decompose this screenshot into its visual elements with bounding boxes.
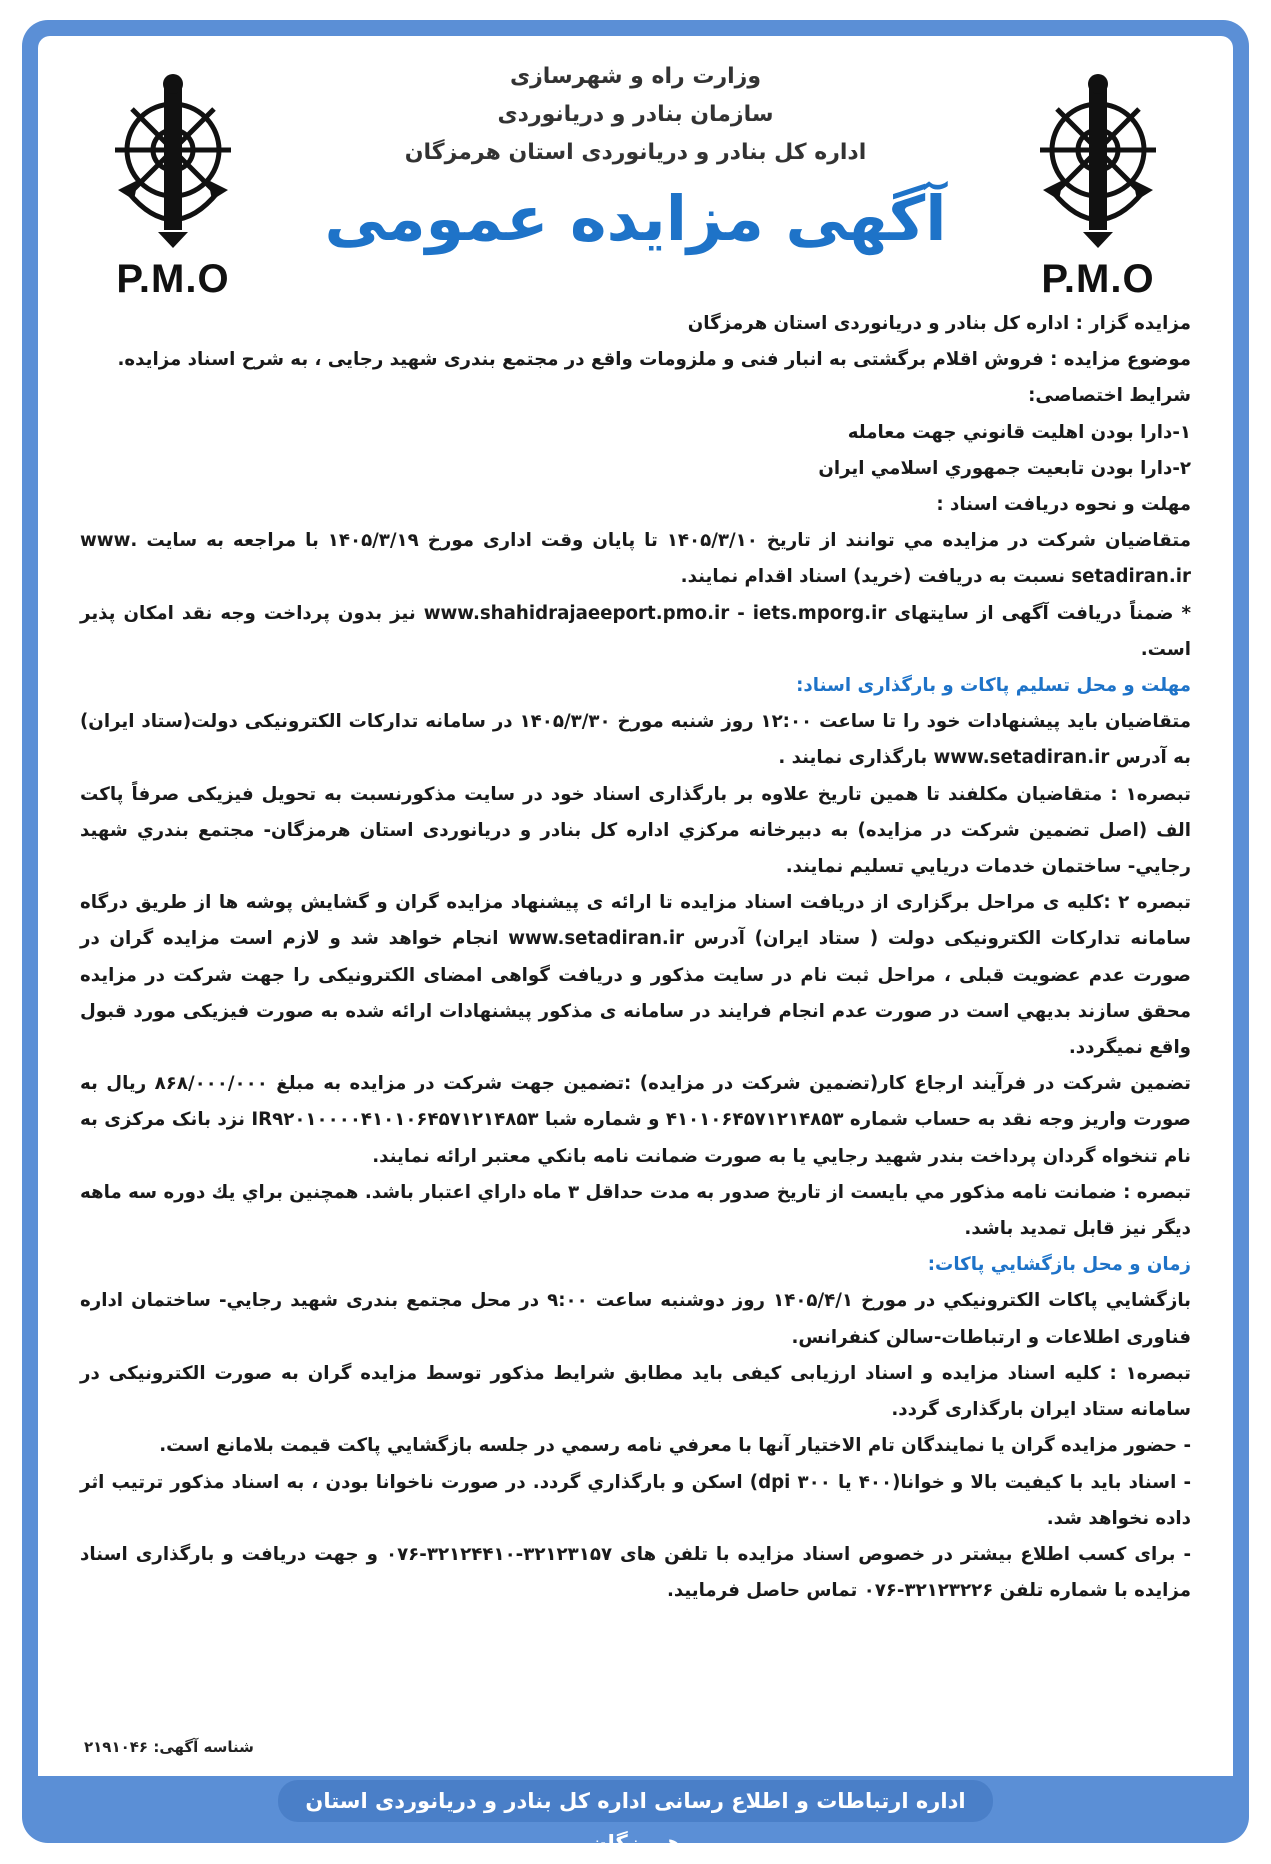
notice-body [80,306,1191,1609]
org-department: اداره کل بنادر و دریانوردی استان هرمزگان [404,140,867,165]
guarantee-note: تبصره : ضمانت نامه مذکور مي بایست از تاریخ صدور به مدت حداقل ۳ ماه داراي اعتبار باشد. همچنين براي يك دوره سه ماهه ديگر نيز قابل تمدید باشد. [80,1181,1192,1240]
bullet-1: - حضور مزایده گران یا نمایندگان تام الاختیار آنها با معرفي نامه رسمي در جلسه بازگشايي پاكت قيمت بلامانع است. [159,1435,1191,1457]
notice-title: آگهی مزایده عمومی [324,182,947,255]
docs-text-1: متقاضیان شرکت در مزایده مي توانند از تاریخ ۱۴۰۵/۳/۱۰ تا پایان وقت اداری مورخ ۱۴۰۵/۳/۱۹ با مراجعه به سایت .www setadiran.ir نسبت به دریافت (خرید) اسناد اقدام نمایند. [80,530,1191,588]
opening-note-1: تبصره۱ : کلیه اسناد مزایده و اسناد ارزیابی کیفی باید مطابق شرایط مذکور توسط مزایده گران به صورت الکترونیکی در سامانه ستاد ایران بارگذاری گردد. [80,1362,1191,1421]
note-1: تبصره۱ : متقاضیان مکلفند تا همین تاریخ علاوه بر بارگذاری اسناد خود در سایت مذکورنسبت به تحویل فیزیکی صرفاً پاکت الف (اصل تضمین شرکت در مزایده) به دبیرخانه مرکزي اداره کل بنادر و دریانوردی استان هرمزگان- مجتمع بندري شهيد رجايي- ساختمان خدمات دريايي تسليم نمايند. [80,783,1191,878]
auctioneer-line: مزایده گزار : اداره کل بنادر و دریانوردی استان هرمزگان [687,313,1191,334]
pmo-logo-text: P.M.O [1041,257,1155,301]
pmo-logo-text: P.M.O [116,257,230,301]
bullet-3: - برای کسب اطلاع بیشتر در خصوص اسناد مزایده با تلفن های ۳۲۱۲۳۱۵۷-۳۲۱۲۴۴۱۰-۰۷۶ و جهت دریافت و بارگذاری اسناد مزایده با شماره تلفن ۳۲۱۲۳۲۲۶-۰۷۶ تماس حاصل فرمایید. [80,1543,1192,1602]
anchor-ship-wheel-icon [1023,72,1173,252]
submit-heading: مهلت و محل تسلیم پاکات و بارگذاری اسناد: [796,675,1191,697]
footer-text: اداره ارتباطات و اطلاع رسانی اداره کل بنادر و دریانوردی استان هرمزگان [278,1780,993,1822]
anchor-ship-wheel-icon [98,72,248,252]
organization-header [298,58,973,172]
bullet-2: - اسناد باید با کیفیت بالا و خوانا(۴۰۰ یا ۳۰۰ dpi) اسکن و بارگذاري گردد. در صورت ناخوانا بودن ، به اسناد مذکور ترتیب اثر داده نخواهد شد. [80,1471,1191,1529]
condition-1: ۱-دارا بودن اهلیت قانوني جهت معامله [847,421,1191,443]
pmo-logo-left [98,72,248,302]
guarantee-text: تضمین شرکت در فرآیند ارجاع کار(تضمین شرکت در مزایده) :تضمین جهت شرکت در مزایده به مبلغ ۸۶۸/۰۰۰/۰۰۰ ریال به صورت واریز وجه نقد به حساب شماره ۴۱۰۱۰۶۴۵۷۱۲۱۴۸۵۳ و شماره شبا IR۹۲۰۱۰۰۰۰۴۱۰۱۰۶۴۵۷۱۲۱۴۸۵۳ نزد بانک مرکزی به نام تنخواه گردان پرداخت بندر شهید رجایي يا به صورت ضمانت نامه بانكي معتبر ارائه نمایند. [80,1073,1192,1167]
opening-text: بازگشايي پاكات الكترونيكي در مورخ ۱۴۰۵/۴/۱ روز دوشنبه ساعت ۹:۰۰ در محل مجتمع بندری شهيد رجايي- ساختمان اداره فناوری اطلاعات و ارتباطات-سالن کنفرانس. [80,1290,1191,1348]
subject-line: موضوع مزایده : فروش اقلام برگشتی به انبار فنی و ملزومات واقع در مجتمع بندری شهید رجایی ، به شرح اسناد مزایده. [117,349,1191,371]
condition-2: ۲-دارا بودن تابعيت جمهوري اسلامي ايران [818,457,1191,479]
org-organization: سازمان بنادر و دریانوردی [497,102,774,127]
notice-paper [38,36,1233,1855]
opening-heading: زمان و محل بازگشايي پاكات: [927,1254,1191,1276]
submit-text: متقاضیان باید پیشنهادات خود را تا ساعت ۱۲:۰۰ روز شنبه مورخ ۱۴۰۵/۳/۳۰ در سامانه تدارکات الکترونیکی دولت(ستاد ایران) به آدرس www.setadiran.ir بارگذاری نمایند . [80,711,1191,769]
org-ministry: وزارت راه و شهرسازی [509,64,762,89]
notice-id: شناسه آگهی: ۲۱۹۱۰۴۶ [84,1738,254,1756]
special-conditions-heading: شرایط اختصاصی: [1028,385,1191,407]
note-2: تبصره ۲ :کلیه ی مراحل برگزاری از دریافت اسناد مزایده تا ارائه ی پیشنهاد مزایده گران و گشایش پوشه ها از طریق درگاه سامانه تدارکات الکترونیکی دولت ( ستاد ایران) آدرس www.setadiran.ir انجام خواهد شد و لازم است مزایده گران در صورت عدم عضویت قبلی ، مراحل ثبت نام در سایت مذکور و دریافت گواهی امضای الکترونیکی را جهت شرکت در مزایده محقق سازند بديهي است در صورت عدم انجام فرایند در سامانه ی مذکور پیشنهادات ارائه شده به صورت فیزیکی مورد قبول واقع نمیگردد. [80,892,1191,1059]
pmo-logo-right [1023,72,1173,302]
docs-heading: مهلت و نحوه دریافت اسناد : [936,494,1191,516]
docs-text-2: * ضمناً دریافت آگهی از سایتهای www.shahidrajaeeport.pmo.ir - iets.mporg.ir نیز بدون پرداخت وجه نقد امکان پذیر است. [80,602,1191,660]
footer-bar [38,1776,1233,1855]
